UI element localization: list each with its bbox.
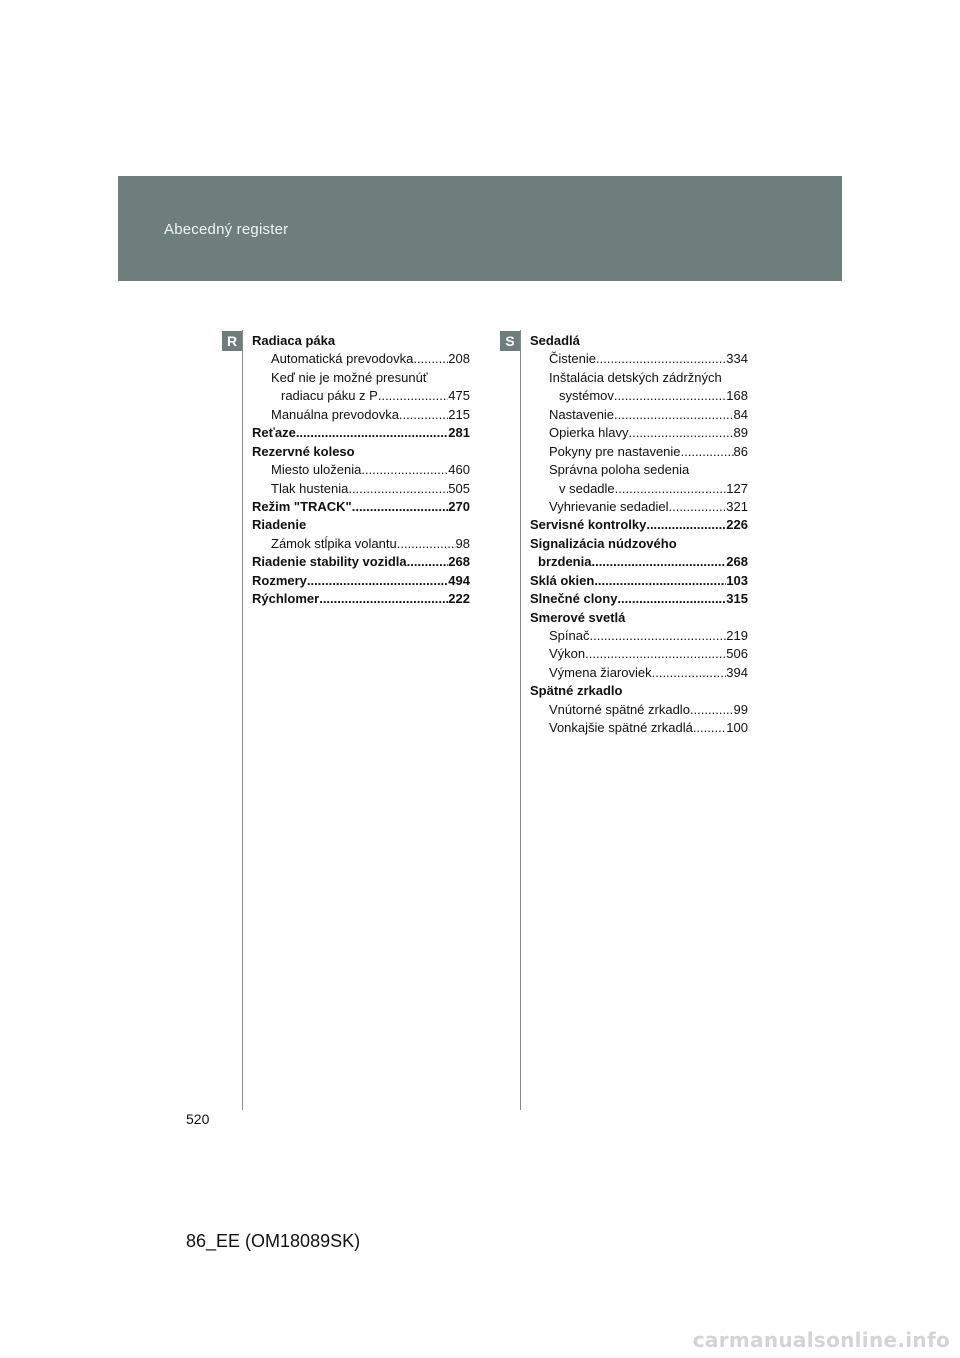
index-entry [530, 627, 748, 645]
index-entry-term: Spínač [549, 628, 590, 643]
index-entry-term: Rozmery [252, 572, 307, 588]
index-entry-term: Spätné zrkadlo [530, 683, 623, 699]
index-entry-page: 494 [448, 572, 470, 588]
index-entry-term: Vyhrievanie sedadiel [549, 498, 669, 514]
index-entry [530, 406, 748, 424]
index-entry-page: 89 [733, 425, 748, 441]
dot-leader [652, 664, 727, 682]
index-entry-page: 84 [733, 406, 748, 422]
index-entry-term: Sedadlá [530, 333, 580, 348]
dot-leader [615, 480, 727, 498]
index-entry-term: Výmena žiaroviek [549, 664, 652, 680]
index-entry-term: Rýchlomer [252, 591, 320, 607]
page-number: 520 [186, 1111, 210, 1127]
index-entry-term: Vnútorné spätné zrkadlo [549, 701, 690, 717]
section-letter-s: S [500, 331, 520, 351]
index-entry-page: 215 [448, 406, 470, 422]
index-entry-page: 226 [726, 517, 748, 533]
index-entry-page: 99 [733, 701, 748, 717]
dot-leader [594, 572, 726, 590]
dot-leader [589, 627, 726, 645]
index-entry-page: 127 [726, 480, 748, 496]
column-divider-left [242, 330, 243, 1110]
index-entry-page: 281 [448, 425, 470, 441]
index-entry [530, 645, 748, 663]
dot-leader [668, 498, 726, 516]
index-entry [530, 332, 748, 350]
dot-leader [319, 590, 448, 608]
dot-leader [681, 443, 734, 461]
index-entry-page: 86 [733, 443, 748, 459]
dot-leader [378, 387, 448, 405]
index-entry [530, 480, 748, 498]
index-entry-term: brzdenia [538, 554, 592, 570]
index-entry-term: Miesto uloženia [271, 462, 362, 478]
dot-leader [591, 553, 726, 571]
index-entry-term: Vonkajšie spätné zrkadlá [549, 720, 693, 736]
index-entry [252, 498, 470, 516]
index-entry-page: 270 [448, 498, 470, 514]
index-entry-page: 268 [448, 554, 470, 570]
index-entry [252, 516, 470, 534]
index-entry [530, 350, 748, 368]
index-entry-page: 208 [448, 351, 470, 367]
index-entry [530, 516, 748, 534]
dot-leader [296, 424, 448, 442]
index-entry-term: Správna poloha sedenia [549, 462, 690, 478]
index-entry [530, 609, 748, 627]
index-entry-term: Zámok stĺpika volantu [271, 535, 397, 551]
index-entry [530, 664, 748, 682]
index-entry [530, 682, 748, 700]
index-entry-term: systémov [559, 388, 614, 404]
index-entry [530, 572, 748, 590]
index-entry-page: 321 [726, 498, 748, 514]
index-entry-term: Keď nie je možné presunúť [271, 369, 428, 385]
index-entry-page: 100 [726, 720, 748, 736]
index-entry-term: Manuálna prevodovka [271, 406, 399, 422]
index-entry-term: Čistenie [549, 351, 596, 367]
column-divider-middle [520, 330, 521, 1110]
index-entry [530, 701, 748, 719]
index-entry [252, 572, 470, 590]
index-entry-term: Rezervné koleso [252, 443, 355, 459]
dot-leader [352, 498, 449, 516]
dot-leader [693, 719, 726, 737]
index-entry [252, 406, 470, 424]
index-entry-page: 506 [726, 646, 748, 662]
index-entry-page: 219 [726, 628, 748, 643]
index-entry [530, 719, 748, 737]
index-entry-page: 103 [726, 572, 748, 588]
index-entry-term: Reťaze [252, 425, 296, 441]
index-column-s [530, 332, 748, 738]
index-entry [252, 535, 470, 553]
index-entry [252, 461, 470, 479]
dot-leader [614, 387, 726, 405]
index-entry-term: Servisné kontrolky [530, 517, 647, 533]
dot-leader [585, 645, 726, 663]
index-entry-term: Režim "TRACK" [252, 498, 352, 514]
index-entry-term: Opierka hlavy [549, 425, 629, 441]
index-entry [530, 424, 748, 442]
index-entry-term: Nastavenie [549, 406, 615, 422]
section-letter-r: R [222, 331, 242, 351]
index-entry-term: Tlak hustenia [271, 480, 349, 496]
index-entry-term: Inštalácia detských zádržných [549, 369, 722, 385]
index-entry [530, 498, 748, 516]
index-entry [530, 553, 748, 571]
index-entry [530, 369, 748, 387]
index-entry-term: Radiaca páka [252, 333, 336, 348]
dot-leader [407, 553, 449, 571]
index-entry [252, 350, 470, 368]
dot-leader [628, 424, 733, 442]
index-entry-term: Sklá okien [530, 572, 595, 588]
dot-leader [690, 701, 734, 719]
index-entry [530, 443, 748, 461]
index-entry-page: 394 [726, 664, 748, 680]
index-entry-page: 505 [448, 480, 470, 496]
dot-leader [646, 516, 726, 534]
index-entry-page: 315 [726, 591, 748, 607]
index-entry-term: Výkon [549, 646, 586, 662]
index-entry [530, 387, 748, 405]
index-entry [252, 480, 470, 498]
index-entry-term: v sedadle [559, 480, 615, 496]
index-entry [252, 443, 470, 461]
header-bar [118, 176, 842, 281]
index-entry-term: Slnečné clony [530, 591, 618, 607]
index-entry-term: Signalizácia núdzového [530, 535, 677, 551]
dot-leader [614, 406, 733, 424]
watermark: carmanualsonline.info [692, 1328, 950, 1352]
index-entry-term: Automatická prevodovka [271, 351, 414, 367]
index-entry [530, 461, 748, 479]
index-entry-page: 98 [455, 535, 470, 551]
index-entry [530, 590, 748, 608]
dot-leader [307, 572, 448, 590]
index-entry-term: Pokyny pre nastavenie [549, 443, 681, 459]
index-column-r [252, 332, 470, 609]
dot-leader [348, 480, 448, 498]
index-entry-page: 334 [726, 351, 748, 367]
document-code: 86_EE (OM18089SK) [186, 1231, 361, 1251]
dot-leader [399, 406, 448, 424]
index-entry-page: 268 [726, 554, 748, 570]
index-entry [252, 553, 470, 571]
index-entry [252, 387, 470, 405]
index-entry [252, 332, 470, 350]
index-entry [252, 424, 470, 442]
index-entry [252, 590, 470, 608]
index-entry-page: 168 [726, 388, 748, 404]
index-entry-page: 460 [448, 462, 470, 478]
index-entry-page: 475 [448, 388, 470, 404]
index-entry-term: Smerové svetlá [530, 609, 626, 625]
dot-leader [413, 350, 448, 368]
index-entry-term: Riadenie stability vozidla [252, 554, 407, 570]
dot-leader [397, 535, 456, 553]
index-entry-term: radiacu páku z P [281, 388, 378, 404]
dot-leader [361, 461, 448, 479]
dot-leader [596, 350, 726, 368]
index-entry [252, 369, 470, 387]
index-entry [530, 535, 748, 553]
index-entry-term: Riadenie [252, 517, 307, 533]
dot-leader [617, 590, 726, 608]
header-title: Abecedný register [164, 221, 289, 238]
index-entry-page: 222 [448, 591, 470, 607]
